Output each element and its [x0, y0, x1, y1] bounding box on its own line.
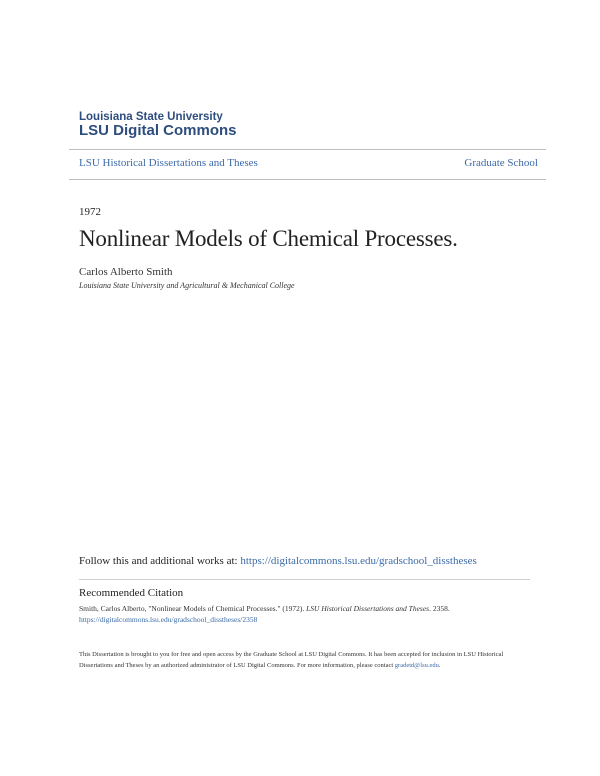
document-title: Nonlinear Models of Chemical Processes.: [79, 226, 458, 251]
repository-name[interactable]: LSU Digital Commons: [79, 122, 237, 139]
institution-name: Louisiana State University and Agricultural & Mechanical College: [79, 281, 295, 290]
citation-series: LSU Historical Dissertations and Theses: [306, 604, 430, 613]
collection-link[interactable]: LSU Historical Dissertations and Theses: [79, 157, 258, 169]
citation-number: . 2358.: [429, 604, 450, 613]
follow-link[interactable]: https://digitalcommons.lsu.edu/gradschool_disstheses: [240, 555, 477, 567]
follow-line: [79, 555, 477, 567]
citation-text: Smith, Carlos Alberto, "Nonlinear Models of Chemical Processes." (1972).: [79, 604, 307, 613]
university-name: Louisiana State University: [79, 111, 223, 123]
access-notice: [79, 650, 529, 671]
citation-heading: Recommended Citation: [79, 587, 184, 599]
notice-text: This Dissertation is brought to you for free and open access by the Graduate School at LSU Digital Commons. It has been accepted for inclusion in LSU Historical Dissertations and Theses by an authorized administrator of LSU Digital Commons. For more information, please contact: [79, 651, 504, 669]
notice-end: .: [438, 661, 441, 669]
citation-link[interactable]: https://digitalcommons.lsu.edu/gradschool_disstheses/2358: [79, 615, 258, 624]
citation-block: [79, 603, 529, 625]
publication-year: 1972: [79, 206, 101, 218]
nav-divider: [69, 179, 546, 180]
author-name: Carlos Alberto Smith: [79, 266, 173, 278]
graduate-school-link[interactable]: Graduate School: [464, 157, 538, 169]
follow-label: Follow this and additional works at:: [79, 555, 241, 567]
top-divider: [69, 149, 546, 150]
contact-email-link[interactable]: gradetd@lsu.edu: [394, 661, 439, 669]
citation-divider: [79, 579, 530, 580]
